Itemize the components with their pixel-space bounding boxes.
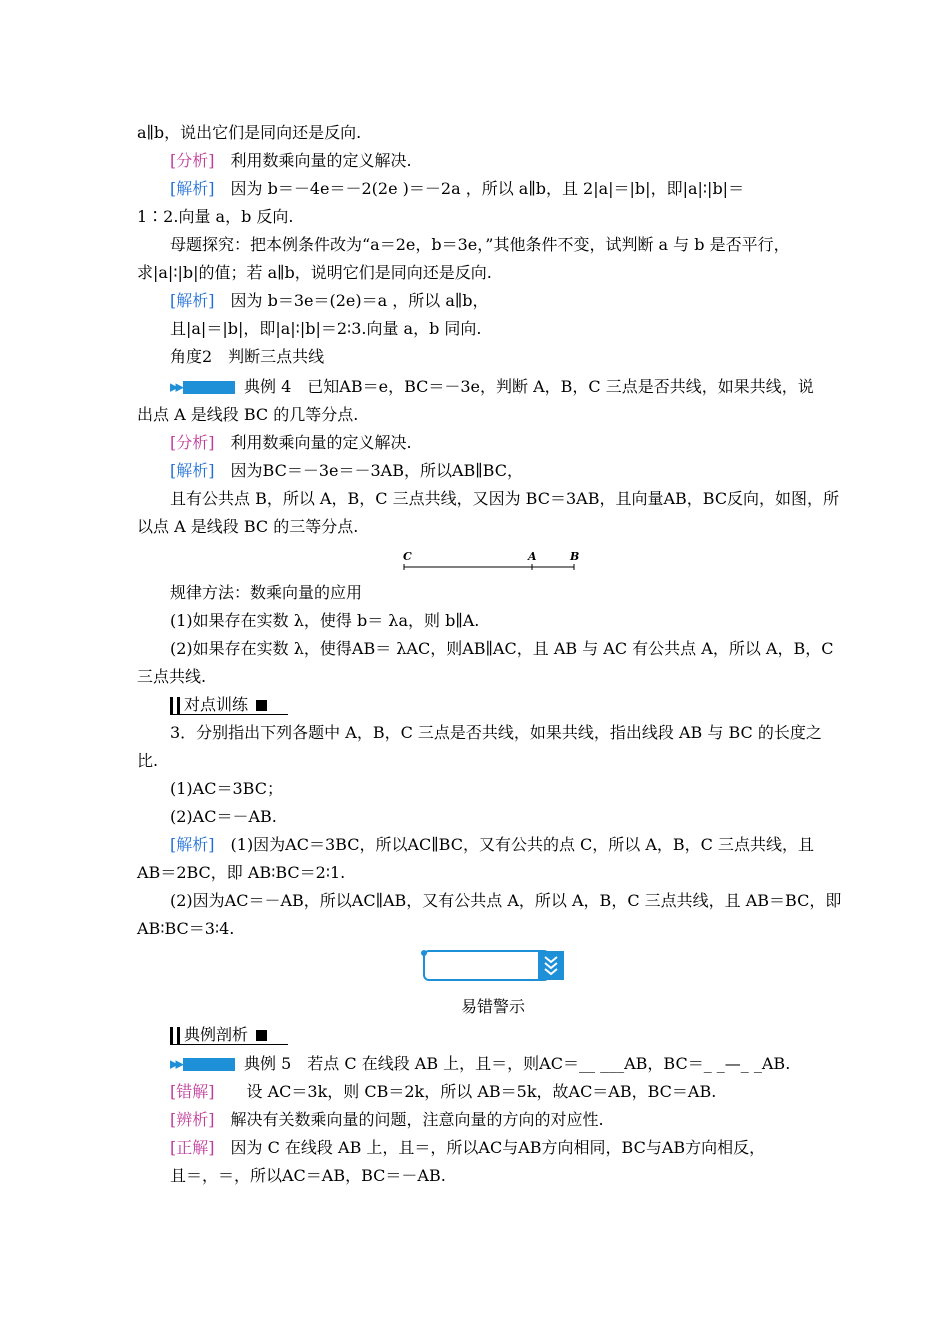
bar-icon — [170, 697, 173, 714]
text-line: 三点共线. — [137, 667, 207, 686]
analysis-text: 解决有关数乘向量的问题，注意向量的方向的对应性. — [230, 1110, 604, 1129]
solution-tag: [解析] — [170, 461, 215, 480]
blank-1: __ ___ — [578, 1054, 625, 1073]
analysis-text: 利用数乘向量的定义解决. — [230, 151, 412, 170]
point-a-label: A — [528, 550, 537, 563]
solution-text: 因为BC＝－3e＝－3AB，所以AB∥BC， — [230, 461, 523, 480]
analysis-tag: [分析] — [170, 433, 215, 452]
text-line: (2)AC＝－AB. — [170, 807, 277, 826]
banner-title: 易错警示 — [461, 997, 526, 1016]
solution-tag: [解析] — [170, 179, 215, 198]
solution-tag: [解析] — [170, 291, 215, 310]
solution-text: (1)因为AC＝3BC，所以AC∥BC，又有公共的点 C，所以 A，B，C 三点共线，且 — [230, 835, 814, 854]
square-icon — [256, 700, 267, 711]
text-line: 母题探究：把本例条件改为“a＝2e，b＝3e，”其他条件不变，试判断 a 与 b 是否平行， — [170, 235, 790, 254]
text-line: 1∶2.向量 a，b 反向. — [137, 207, 294, 226]
example-text-mid: AB，BC＝ — [624, 1054, 704, 1073]
section-heading-examples — [170, 1024, 267, 1046]
chevron-button — [538, 951, 564, 980]
analysis-text: 利用数乘向量的定义解决. — [230, 433, 412, 452]
text-line: 出点 A 是线段 BC 的几等分点. — [137, 405, 359, 424]
example-text: 典例 5 若点 C 在线段 AB 上，且＝，则AC＝ — [244, 1054, 579, 1073]
text-line: 且|a|＝|b|，即|a|∶|b|＝2∶3.向量 a，b 同向. — [170, 319, 482, 338]
text-line: 且有公共点 B，所以 A，B，C 三点共线，又因为 BC＝3AB，且向量AB，BC反向，如图，所 — [170, 489, 840, 508]
text-line: (1)如果存在实数 λ，使得 b＝ λa，则 b∥A. — [170, 611, 480, 630]
text-line: AB∶BC＝3∶4. — [137, 919, 235, 938]
text-line: 且＝，＝，所以AC＝AB，BC＝－AB. — [170, 1166, 446, 1185]
square-icon — [256, 1030, 267, 1041]
bar-icon — [177, 1027, 180, 1044]
subsection-heading: 角度2 判断三点共线 — [170, 347, 325, 366]
solution-text: 因为 b＝3e＝(2e)＝a ，所以 a∥b， — [230, 291, 489, 310]
solution-line — [170, 834, 814, 856]
method-heading: 规律方法：数乘向量的应用 — [170, 583, 363, 602]
solution-line — [170, 290, 489, 312]
text-line: (2)如果存在实数 λ，使得AB＝ λAC，则AB∥AC，且 AB 与 AC 有公共点 A，所以 A，B，C — [170, 639, 834, 658]
solution-text: 因为 b＝－4e＝－2(2e )＝－2a ，所以 a∥b，且 2|a|＝|b|，即|a|∶|b|＝ — [230, 179, 745, 198]
text-line: 以点 A 是线段 BC 的三等分点. — [137, 517, 359, 536]
solution-line — [170, 460, 523, 482]
correct-solution-line — [170, 1137, 765, 1159]
example-text-end: AB. — [761, 1054, 791, 1073]
wrong-solution-text: 设 AC＝3k，则 CB＝2k，所以 AB＝5k，故AC＝AB，BC＝AB. — [246, 1082, 717, 1101]
text-line: (2)因为AC＝－AB，所以AC∥AB，又有公共点 A，所以 A，B，C 三点共线，且 AB＝BC，即 — [170, 891, 842, 910]
section-underline — [170, 714, 288, 715]
banner-graphic — [418, 948, 568, 984]
banner-dot — [421, 950, 427, 956]
example-badge — [183, 1058, 235, 1071]
text-line: AB＝2BC，即 AB∶BC＝2∶1. — [137, 863, 346, 882]
example-line — [170, 376, 814, 399]
text-line: a∥b，说出它们是同向还是反向. — [137, 123, 362, 142]
correct-solution-tag: [正解] — [170, 1138, 215, 1157]
banner-frame — [424, 951, 549, 980]
solution-tag: [解析] — [170, 835, 215, 854]
example-line — [170, 1053, 790, 1076]
bar-icon — [177, 697, 180, 714]
analysis-line — [170, 432, 412, 454]
text-line: 求|a|∶|b|的值；若 a∥b，说明它们是同向还是反向. — [137, 263, 492, 282]
blank-2: _ _—_ _ — [703, 1054, 762, 1073]
text-line: 比. — [137, 751, 159, 770]
double-arrow-icon: ▶▶ — [170, 380, 181, 394]
double-arrow-icon: ▶▶ — [170, 1057, 181, 1071]
analysis-tag: [辨析] — [170, 1110, 215, 1129]
example-text: 典例 4 已知AB＝e，BC＝－3e，判断 A，B，C 三点是否共线，如果共线，说 — [244, 377, 814, 396]
section-title: 对点训练 — [184, 695, 249, 714]
bar-icon — [170, 1027, 173, 1044]
section-underline — [170, 1044, 288, 1045]
analysis-tag: [分析] — [170, 151, 215, 170]
solution-line — [170, 178, 744, 200]
section-heading-practice — [170, 694, 267, 716]
correct-solution-text: 因为 C 在线段 AB 上，且＝，所以AC与AB方向相同，BC与AB方向相反， — [230, 1138, 766, 1157]
segment-figure — [398, 548, 584, 574]
text-line: 3．分别指出下列各题中 A，B，C 三点是否共线，如果共线，指出线段 AB 与 BC 的长度之 — [170, 723, 822, 742]
wrong-solution-tag: [错解] — [170, 1082, 215, 1101]
section-title: 典例剖析 — [184, 1025, 249, 1044]
point-c-label: C — [403, 550, 412, 563]
analysis-line — [170, 1109, 604, 1131]
analysis-line — [170, 150, 412, 172]
example-badge — [183, 381, 235, 394]
point-b-label: B — [570, 550, 580, 563]
wrong-solution-line — [170, 1081, 716, 1103]
text-line: (1)AC＝3BC； — [170, 779, 283, 798]
